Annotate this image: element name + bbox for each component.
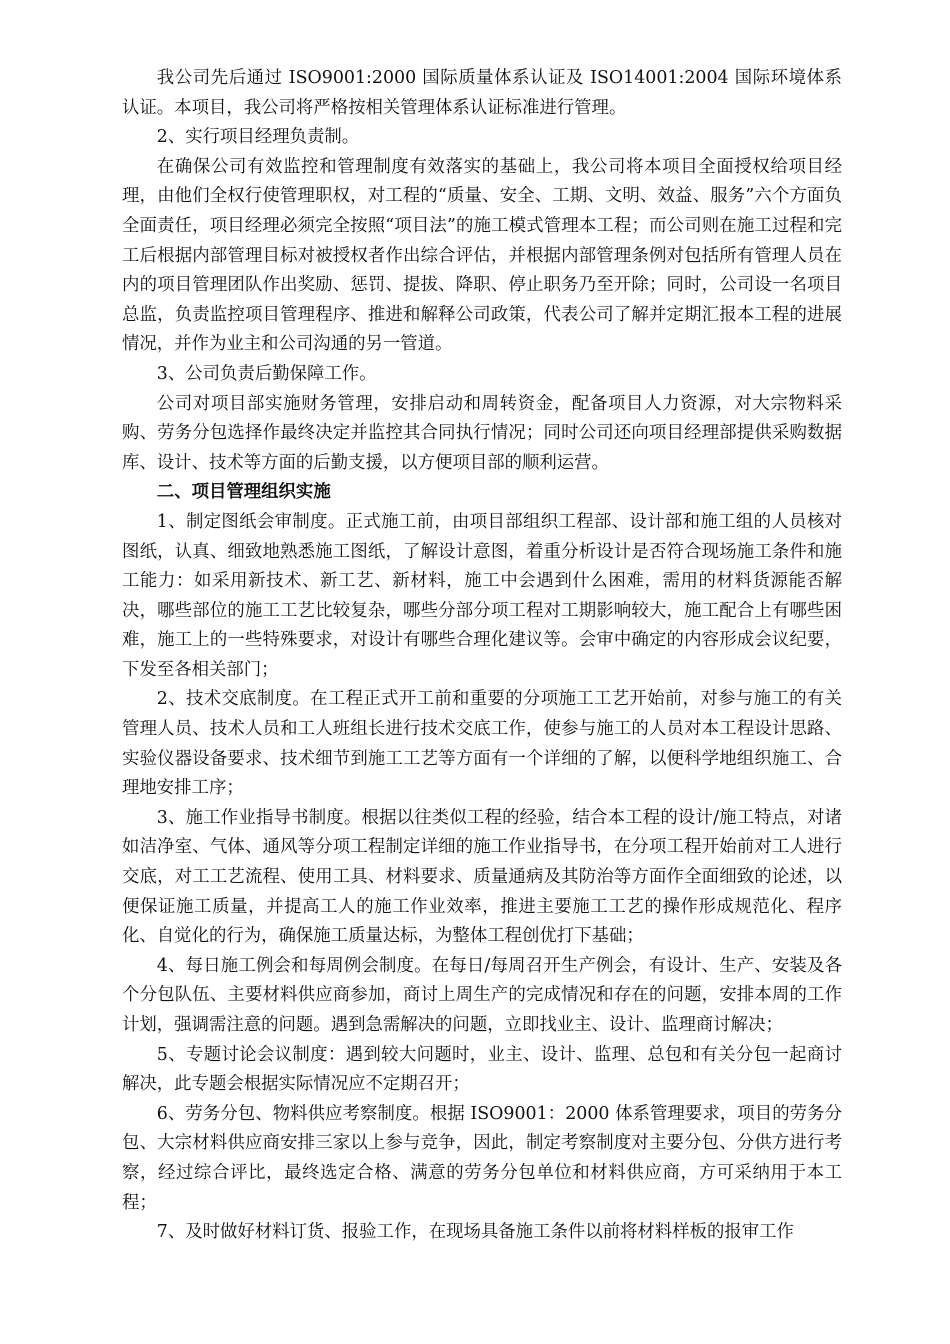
paragraph-material-ordering: 7、及时做好材料订货、报验工作，在现场具备施工条件以前将材料样板的报审工作 xyxy=(156,1222,794,1243)
paragraph-financial-management: 公司对项目部实施财务管理，安排启动和周转资金，配备项目人力资源，对大宗物料采购、劳务分包选择作最终决定并监控其合同执行情况；同时公司还向项目经理部提供采购数据库、设计、技术等方面的后勤支援，以方便项目部的顺利运营。 xyxy=(122,393,842,473)
document-page xyxy=(122,64,842,1248)
section-heading: 二、项目管理组织实施 xyxy=(156,482,331,503)
paragraph-technical-briefing: 2、技术交底制度。在工程正式开工前和重要的分项施工工艺开始前，对参与施工的有关管理人员、技术人员和工人班组长进行技术交底工作，使参与施工的人员对本工程设计思路、实验仪器设备要求、技术细节到施工工艺等方面有一个详细的了解，以便科学地组织施工、合理地安排工序； xyxy=(122,689,842,799)
paragraph-daily-weekly-meetings: 4、每日施工例会和每周例会制度。在每日/每周召开生产例会，有设计、生产、安装及各个分包队伍、主要材料供应商参加，商讨上周生产的完成情况和存在的问题，安排本周的工作计划，强调需注意的问题。遇到急需解决的问题，立即找业主、设计、监理商讨解决； xyxy=(122,955,842,1035)
paragraph-authorization: 在确保公司有效监控和管理制度有效落实的基础上，我公司将本项目全面授权给项目经理，由他们全权行使管理职权，对工程的“质量、安全、工期、文明、效益、服务”六个方面负全面责任，项目经理必须完全按照“项目法”的施工模式管理本工程；而公司则在施工过程和完工后根据内部管理目标对被授权者作出综合评估，并根据内部管理条例对包括所有管理人员在内的项目管理团队作出奖励、惩罚、提拔、降职、停止职务乃至开除；同时，公司设一名项目总监，负责监控项目管理程序、推进和解释公司政策，代表公司了解并定期汇报本工程的进展情况，并作为业主和公司沟通的另一管道。 xyxy=(122,156,842,355)
paragraph-certification: 我公司先后通过 ISO9001:2000 国际质量体系认证及 ISO14001:2004 国际环境体系认证。本项目，我公司将严格按相关管理体系认证标准进行管理。 xyxy=(122,68,842,118)
paragraph-drawing-review: 1、制定图纸会审制度。正式施工前，由项目部组织工程部、设计部和施工组的人员核对图纸，认真、细致地熟悉施工图纸，了解设计意图，着重分析设计是否符合现场施工条件和施工能力：如采用新技术、新工艺、新材料，施工中会遇到什么困难，需用的材料货源能否解决，哪些部位的施工工艺比较复杂，哪些分部分项工程对工期影响较大，施工配合上有哪些困难，施工上的一些特殊要求，对设计有哪些合理化建议等。会审中确定的内容形成会议纪要，下发至各相关部门； xyxy=(122,511,842,680)
item-project-manager-responsibility: 2、实行项目经理负责制。 xyxy=(156,127,360,148)
item-logistics-support: 3、公司负责后勤保障工作。 xyxy=(156,363,377,384)
paragraph-work-instructions: 3、施工作业指导书制度。根据以往类似工程的经验，结合本工程的设计/施工特点，对诸如洁净室、气体、通风等分项工程制定详细的施工作业指导书，在分项工程开始前对工人进行交底，对工工艺流程、使用工具、材料要求、质量通病及其防治等方面作全面细致的论述，以便保证施工质量，并提高工人的施工作业效率，推进主要施工工艺的操作形成规范化、程序化、自觉化的行为，确保施工质量达标，为整体工程创优打下基础； xyxy=(122,807,842,947)
paragraph-special-meetings: 5、专题讨论会议制度：遇到较大问题时，业主、设计、监理、总包和有关分包一起商讨解决，此专题会根据实际情况应不定期召开； xyxy=(122,1044,842,1095)
paragraph-subcontract-inspection: 6、劳务分包、物料供应考察制度。根据 ISO9001：2000 体系管理要求，项目的劳务分包、大宗材料供应商安排三家以上参与竞争，因此，制定考察制度对主要分包、分供方进行考察，经过综合评比，最终选定合格、满意的劳务分包单位和材料供应商，方可采纳用于本工程； xyxy=(122,1103,842,1213)
